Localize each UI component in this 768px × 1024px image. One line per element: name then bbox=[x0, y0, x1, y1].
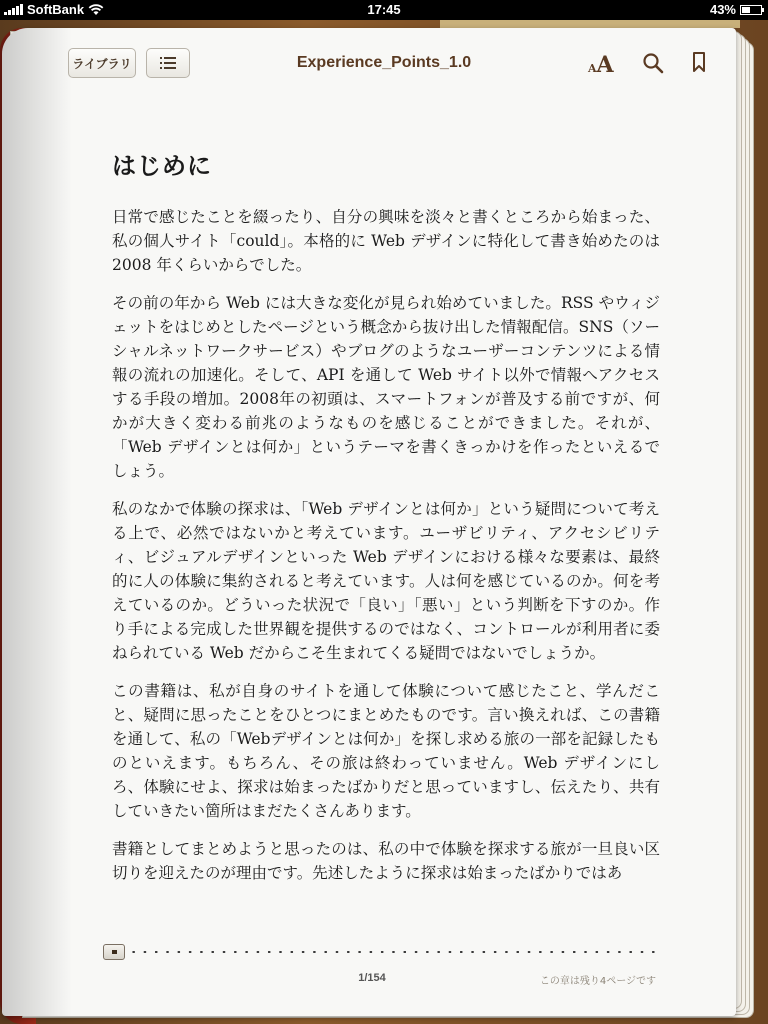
page-content bbox=[112, 146, 660, 899]
battery-fill bbox=[742, 7, 750, 13]
bookmark-icon[interactable] bbox=[692, 52, 706, 72]
paragraph: 書籍としてまとめようと思ったのは、私の中で体験を探求する旅が一旦良い区切りを迎えたのが理由です。先述したように探求は始まったばかりではあ bbox=[112, 840, 660, 882]
status-time: 17:45 bbox=[367, 2, 401, 17]
pages-left-in-chapter: この章は残り4ページです bbox=[539, 976, 656, 987]
search-icon[interactable] bbox=[642, 52, 664, 74]
list-icon bbox=[160, 57, 176, 69]
font-large-glyph: A bbox=[596, 52, 614, 78]
book-page[interactable] bbox=[2, 28, 736, 1016]
page-number: 1/154 bbox=[358, 972, 386, 984]
paragraph: その前の年から Web には大きな変化が見られ始めていました。RSS やウィジェットをはじめとしたページという概念から抜け出した情報配信。SNS（ソーシャルネットワークサービス）やブログのようなユーザーコンテンツによる情報の流れの加速化。そして、API を通して Web サイト以外で情報へアクセスする手段の増加。2008年の初頭は、スマートフォンが普及する前ですが、何かが大きく変わる前兆のようなものを感じることができました。それが、「Web デザインとは何か」というテーマを書くきっかけを作ったといえるでしょう。 bbox=[112, 294, 660, 480]
scrubber-handle[interactable] bbox=[103, 944, 125, 960]
reader-toolbar bbox=[2, 46, 736, 84]
paragraph: この書籍は、私が自身のサイトを通して体験について感じたこと、学んだこと、疑問に思ったことをひとつにまとめたものです。言い換えれば、この書籍を通して、私の「Webデザインとは何か」を探し求める旅の一部を記録したものといえます。もちろん、その旅は終わっていません。Web デザインにしろ、体験にせよ、探求は始まったばかりだと思っていますし、伝えたり、共有していきたい箇所はまだたくさんあります。 bbox=[112, 682, 660, 820]
page-scrubber[interactable] bbox=[100, 944, 660, 960]
table-of-contents-button[interactable] bbox=[146, 48, 190, 78]
scrubber-track[interactable] bbox=[128, 951, 660, 953]
status-right bbox=[710, 2, 762, 17]
status-bar bbox=[0, 0, 768, 20]
paragraph: 日常で感じたことを綴ったり、自分の興味を淡々と書くところから始まった、私の個人サイト「could」。本格的に Web デザインに特化して書き始めたのは 2008 年くらいからでした。 bbox=[112, 208, 660, 274]
library-button[interactable]: ライブラリ bbox=[68, 48, 136, 78]
shelf-edge bbox=[440, 20, 740, 28]
chapter-title: はじめに bbox=[112, 151, 212, 180]
font-size-icon[interactable] bbox=[588, 52, 614, 78]
book-title: Experience_Points_1.0 bbox=[296, 54, 472, 71]
carrier-name: SoftBank bbox=[27, 2, 85, 17]
font-small-glyph: A bbox=[588, 62, 597, 75]
battery-icon bbox=[740, 5, 762, 15]
battery-percent: 43% bbox=[709, 2, 736, 17]
paragraph: 私のなかで体験の探求は、「Web デザインとは何か」という疑問について考える上で、必然ではないかと考えています。ユーザビリティ、アクセシビリティ、ビジュアルデザインといった Web デザインにおける様々な要素は、最終的に人の体験に集約されると考えています。人は何を感じているのか。何を考えているのか。どういった状況で「良い」「悪い」という判断を下すのか。作り手による完成した世界観を提供するのではなく、コントロールが利用者に委ねられている Web だからこそ生まれてくる疑問ではないでしょうか。 bbox=[112, 500, 660, 662]
